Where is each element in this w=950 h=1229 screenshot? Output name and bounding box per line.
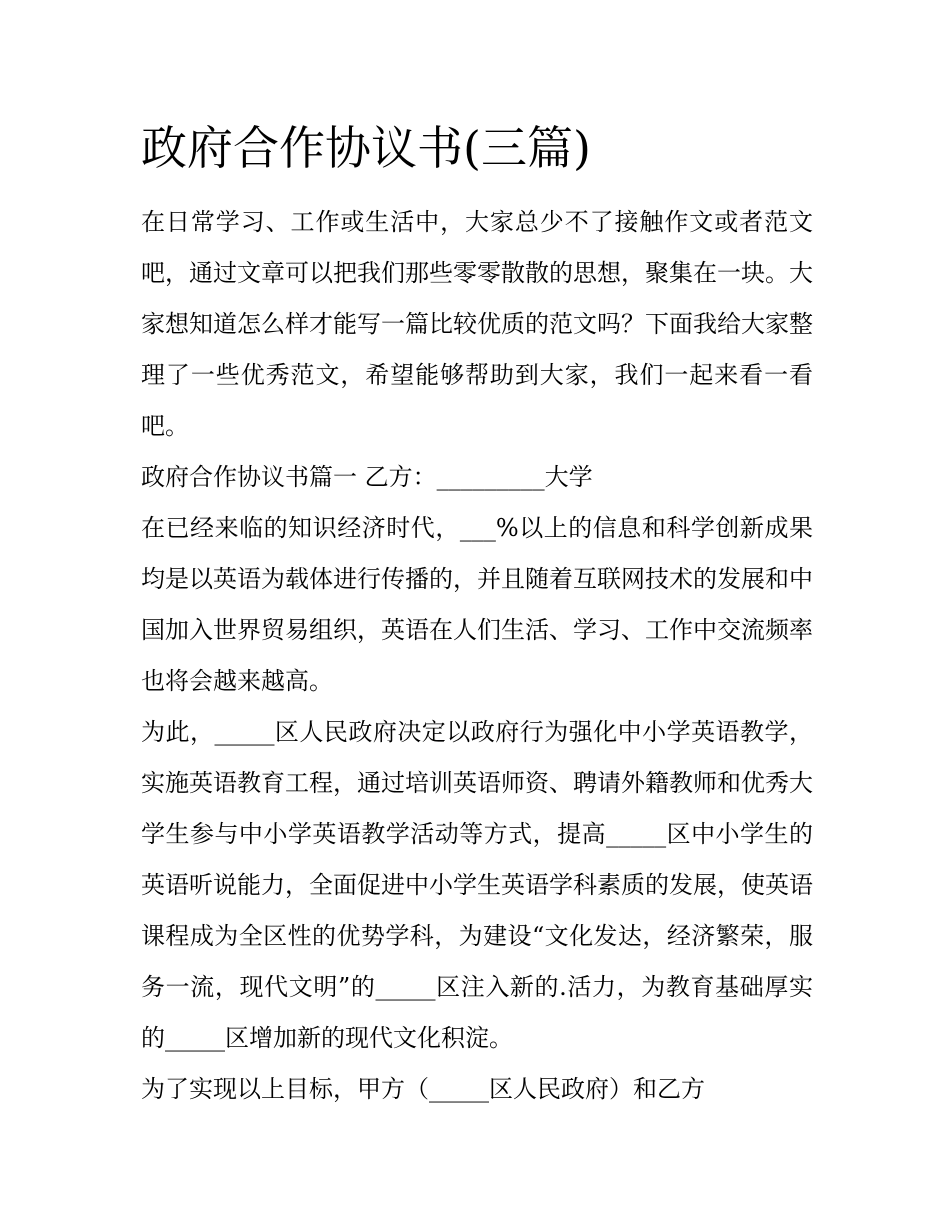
section-heading-paragraph: 政府合作协议书篇一 乙方：_________大学: [141, 463, 593, 491]
purpose-paragraph: 为此，_____区人民政府决定以政府行为强化中小学英语教学，实施英语教育工程，通过培训英语师资、聘请外籍教师和优秀大学生参与中小学英语教学活动等方式，提高_____区中小学生的英语听说能力，全面促进中小学生英语学科素质的发展，使英语课程成为全区性的优势学科，为建设“文化发达，经济繁荣，服务一流，现代文明”的_____区注入新的.活力，为教育基础厚实的_____区增加新的现代文化积淀。: [141, 718, 813, 1052]
document-body: [141, 197, 813, 1115]
parties-paragraph: 为了实现以上目标，甲方（_____区人民政府）和乙方: [141, 1075, 705, 1103]
document-title: 政府合作协议书(三篇): [141, 121, 591, 175]
intro-paragraph: 在日常学习、工作或生活中，大家总少不了接触作文或者范文吧，通过文章可以把我们那些零零散散的思想，聚集在一块。大家想知道怎么样才能写一篇比较优质的范文吗？下面我给大家整理了一些优秀范文，希望能够帮助到大家，我们一起来看一看吧。: [141, 208, 813, 440]
context-paragraph: 在已经来临的知识经济时代，___%以上的信息和科学创新成果均是以英语为载体进行传播的，并且随着互联网技术的发展和中国加入世界贸易组织，英语在人们生活、学习、工作中交流频率也将会越来越高。: [141, 514, 813, 695]
